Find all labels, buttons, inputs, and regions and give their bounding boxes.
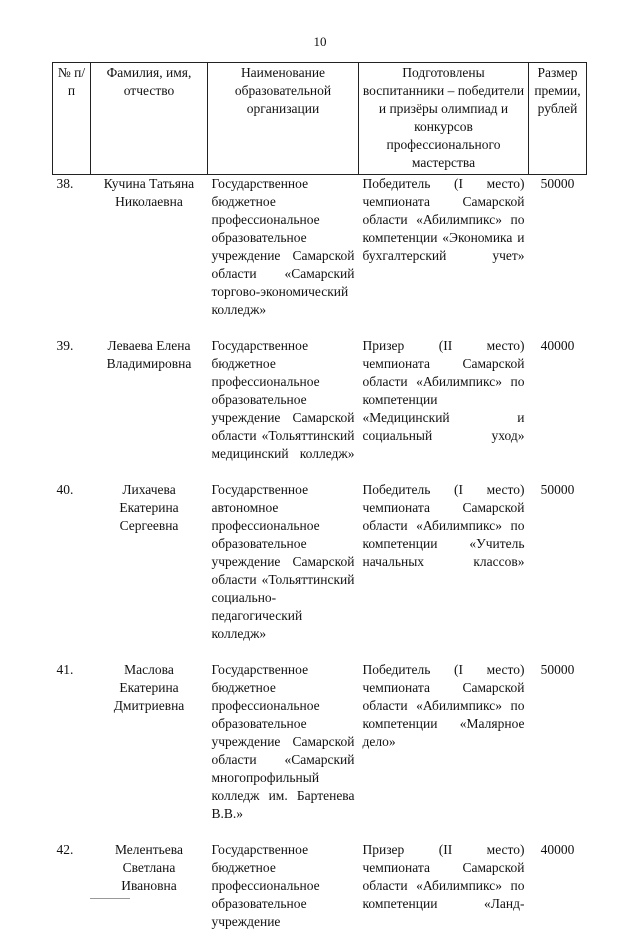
scan-artifact-line [90,898,130,899]
table-row [53,661,587,841]
row-prize: 50000 [529,481,587,661]
header-number: № п/п [53,63,91,175]
page-number: 10 [0,34,640,50]
row-organization: Государственное бюджетное профессиональное образовательное учреждение [208,841,359,949]
row-prize: 40000 [529,337,587,481]
row-achievement: Призер (II место) чемпионата Самарской области «Абилимпикс» по компетенции «Медицинский и социальный уход» [359,337,529,481]
row-name: Кучина Татьяна Николаевна [91,175,208,338]
row-name: Лихачева Екатерина Сергеевна [91,481,208,661]
header-name: Фамилия, имя, отчество [91,63,208,175]
row-organization: Государственное бюджетное профессиональное образовательное учреждение Самарской области «Самарский торгово-экономический колледж» [208,175,359,338]
row-name: Мелентьева Светлана Ивановна [91,841,208,949]
row-achievement: Призер (II место) чемпионата Самарской области «Абилимпикс» по компетенции «Ланд- [359,841,529,949]
table-row [53,841,587,949]
row-prize: 50000 [529,175,587,338]
row-prize: 50000 [529,661,587,841]
row-organization: Государственное бюджетное профессиональное образовательное учреждение Самарской области «Тольяттинский медицинский колледж» [208,337,359,481]
row-achievement: Победитель (I место) чемпионата Самарской области «Абилимпикс» по компетенции «Малярное дело» [359,661,529,841]
row-name: Маслова Екатерина Дмитриевна [91,661,208,841]
row-number: 40. [53,481,91,661]
row-number: 41. [53,661,91,841]
awards-table [52,62,587,949]
table-row [53,481,587,661]
row-organization: Государственное бюджетное профессиональное образовательное учреждение Самарской области «Самарский многопрофильный колледж им. Бартенева В.В.» [208,661,359,841]
table-body [53,175,587,949]
row-name: Леваева Елена Владимировна [91,337,208,481]
row-organization: Государственное автономное профессиональное образовательное учреждение Самарской области «Тольяттинский социально-педагогический колледж» [208,481,359,661]
row-number: 42. [53,841,91,949]
row-achievement: Победитель (I место) чемпионата Самарской области «Абилимпикс» по компетенции «Учитель начальных классов» [359,481,529,661]
row-number: 38. [53,175,91,338]
header-organization: Наименование образовательной организации [208,63,359,175]
header-achievement: Подготовлены воспитанники – победители и призёры олимпиад и конкурсов профессионального мастерства [359,63,529,175]
table-row [53,175,587,338]
header-prize: Размер премии, рублей [529,63,587,175]
row-prize: 40000 [529,841,587,949]
table-row [53,337,587,481]
row-achievement: Победитель (I место) чемпионата Самарской области «Абилимпикс» по компетенции «Экономика и бухгалтерский учет» [359,175,529,338]
table-header [53,63,587,175]
row-number: 39. [53,337,91,481]
